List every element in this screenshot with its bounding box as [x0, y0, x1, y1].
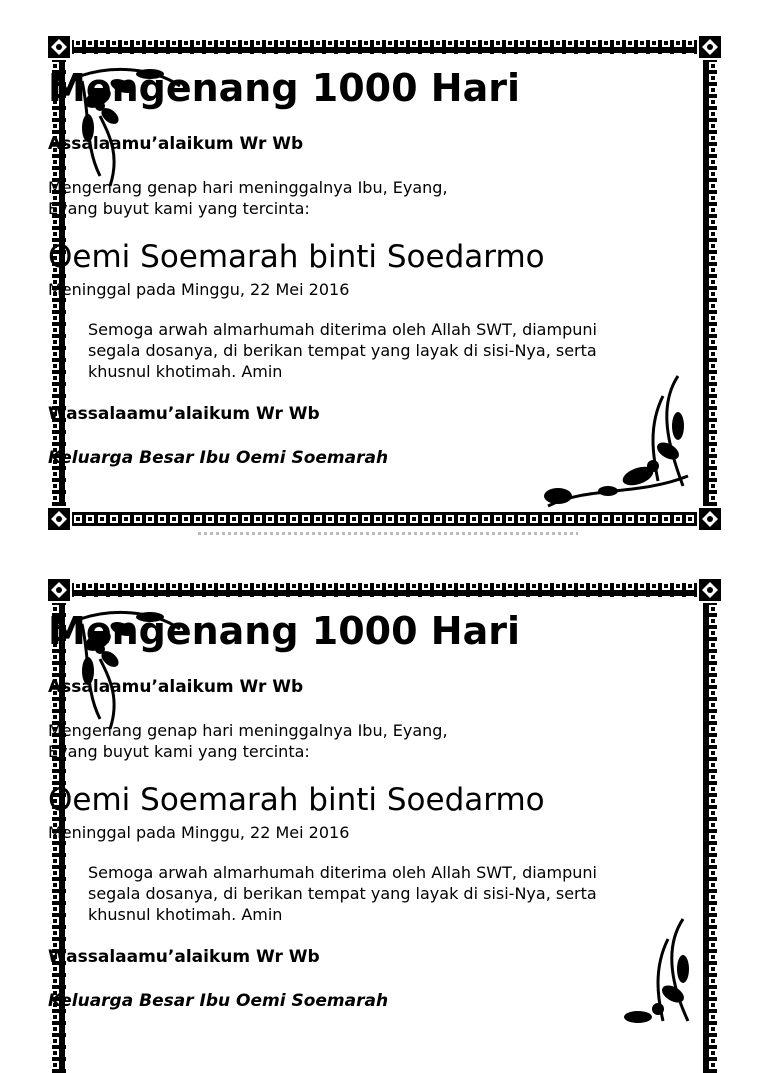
prayer-line: segala dosanya, di berikan tempat yang layak di sisi-Nya, serta — [88, 884, 597, 903]
prayer-line: khusnul khotimah. Amin — [88, 362, 283, 381]
intro-line: Eyang buyut kami yang tercinta: — [48, 199, 310, 218]
prayer-line: Semoga arwah almarhumah diterima oleh Allah SWT, diampuni — [88, 320, 597, 339]
family-signature: Keluarga Besar Ibu Oemi Soemarah — [48, 448, 389, 468]
memorial-title: Mengenang 1000 Hari — [48, 609, 520, 653]
intro-text — [48, 720, 721, 762]
closing-greeting: Wassalaamu’alaikum Wr Wb — [48, 947, 320, 967]
intro-line: Mengenang genap hari meninggalnya Ibu, Eyang, — [48, 721, 448, 740]
opening-greeting: Assalaamu’alaikum Wr Wb — [48, 134, 304, 154]
faint-footnote-line — [198, 532, 578, 535]
date-of-death: Meninggal pada Minggu, 22 Mei 2016 — [48, 823, 350, 842]
opening-greeting: Assalaamu’alaikum Wr Wb — [48, 677, 304, 697]
closing-greeting: Wassalaamu’alaikum Wr Wb — [48, 404, 320, 424]
intro-text — [48, 177, 721, 219]
prayer-line: segala dosanya, di berikan tempat yang layak di sisi-Nya, serta — [88, 341, 597, 360]
intro-line: Mengenang genap hari meninggalnya Ibu, Eyang, — [48, 178, 448, 197]
prayer-text — [88, 862, 681, 925]
intro-line: Eyang buyut kami yang tercinta: — [48, 742, 310, 761]
deceased-name: Oemi Soemarah binti Soedarmo — [48, 239, 545, 275]
floral-corner-ornament — [538, 366, 698, 516]
date-of-death: Meninggal pada Minggu, 22 Mei 2016 — [48, 280, 350, 299]
prayer-text — [88, 319, 681, 382]
prayer-line: Semoga arwah almarhumah diterima oleh Allah SWT, diampuni — [88, 863, 597, 882]
memorial-title: Mengenang 1000 Hari — [48, 66, 520, 110]
deceased-name: Oemi Soemarah binti Soedarmo — [48, 782, 545, 818]
family-signature: Keluarga Besar Ibu Oemi Soemarah — [48, 991, 389, 1011]
memorial-card-1 — [48, 36, 721, 530]
prayer-line: khusnul khotimah. Amin — [88, 905, 283, 924]
memorial-card-2 — [48, 579, 721, 1073]
